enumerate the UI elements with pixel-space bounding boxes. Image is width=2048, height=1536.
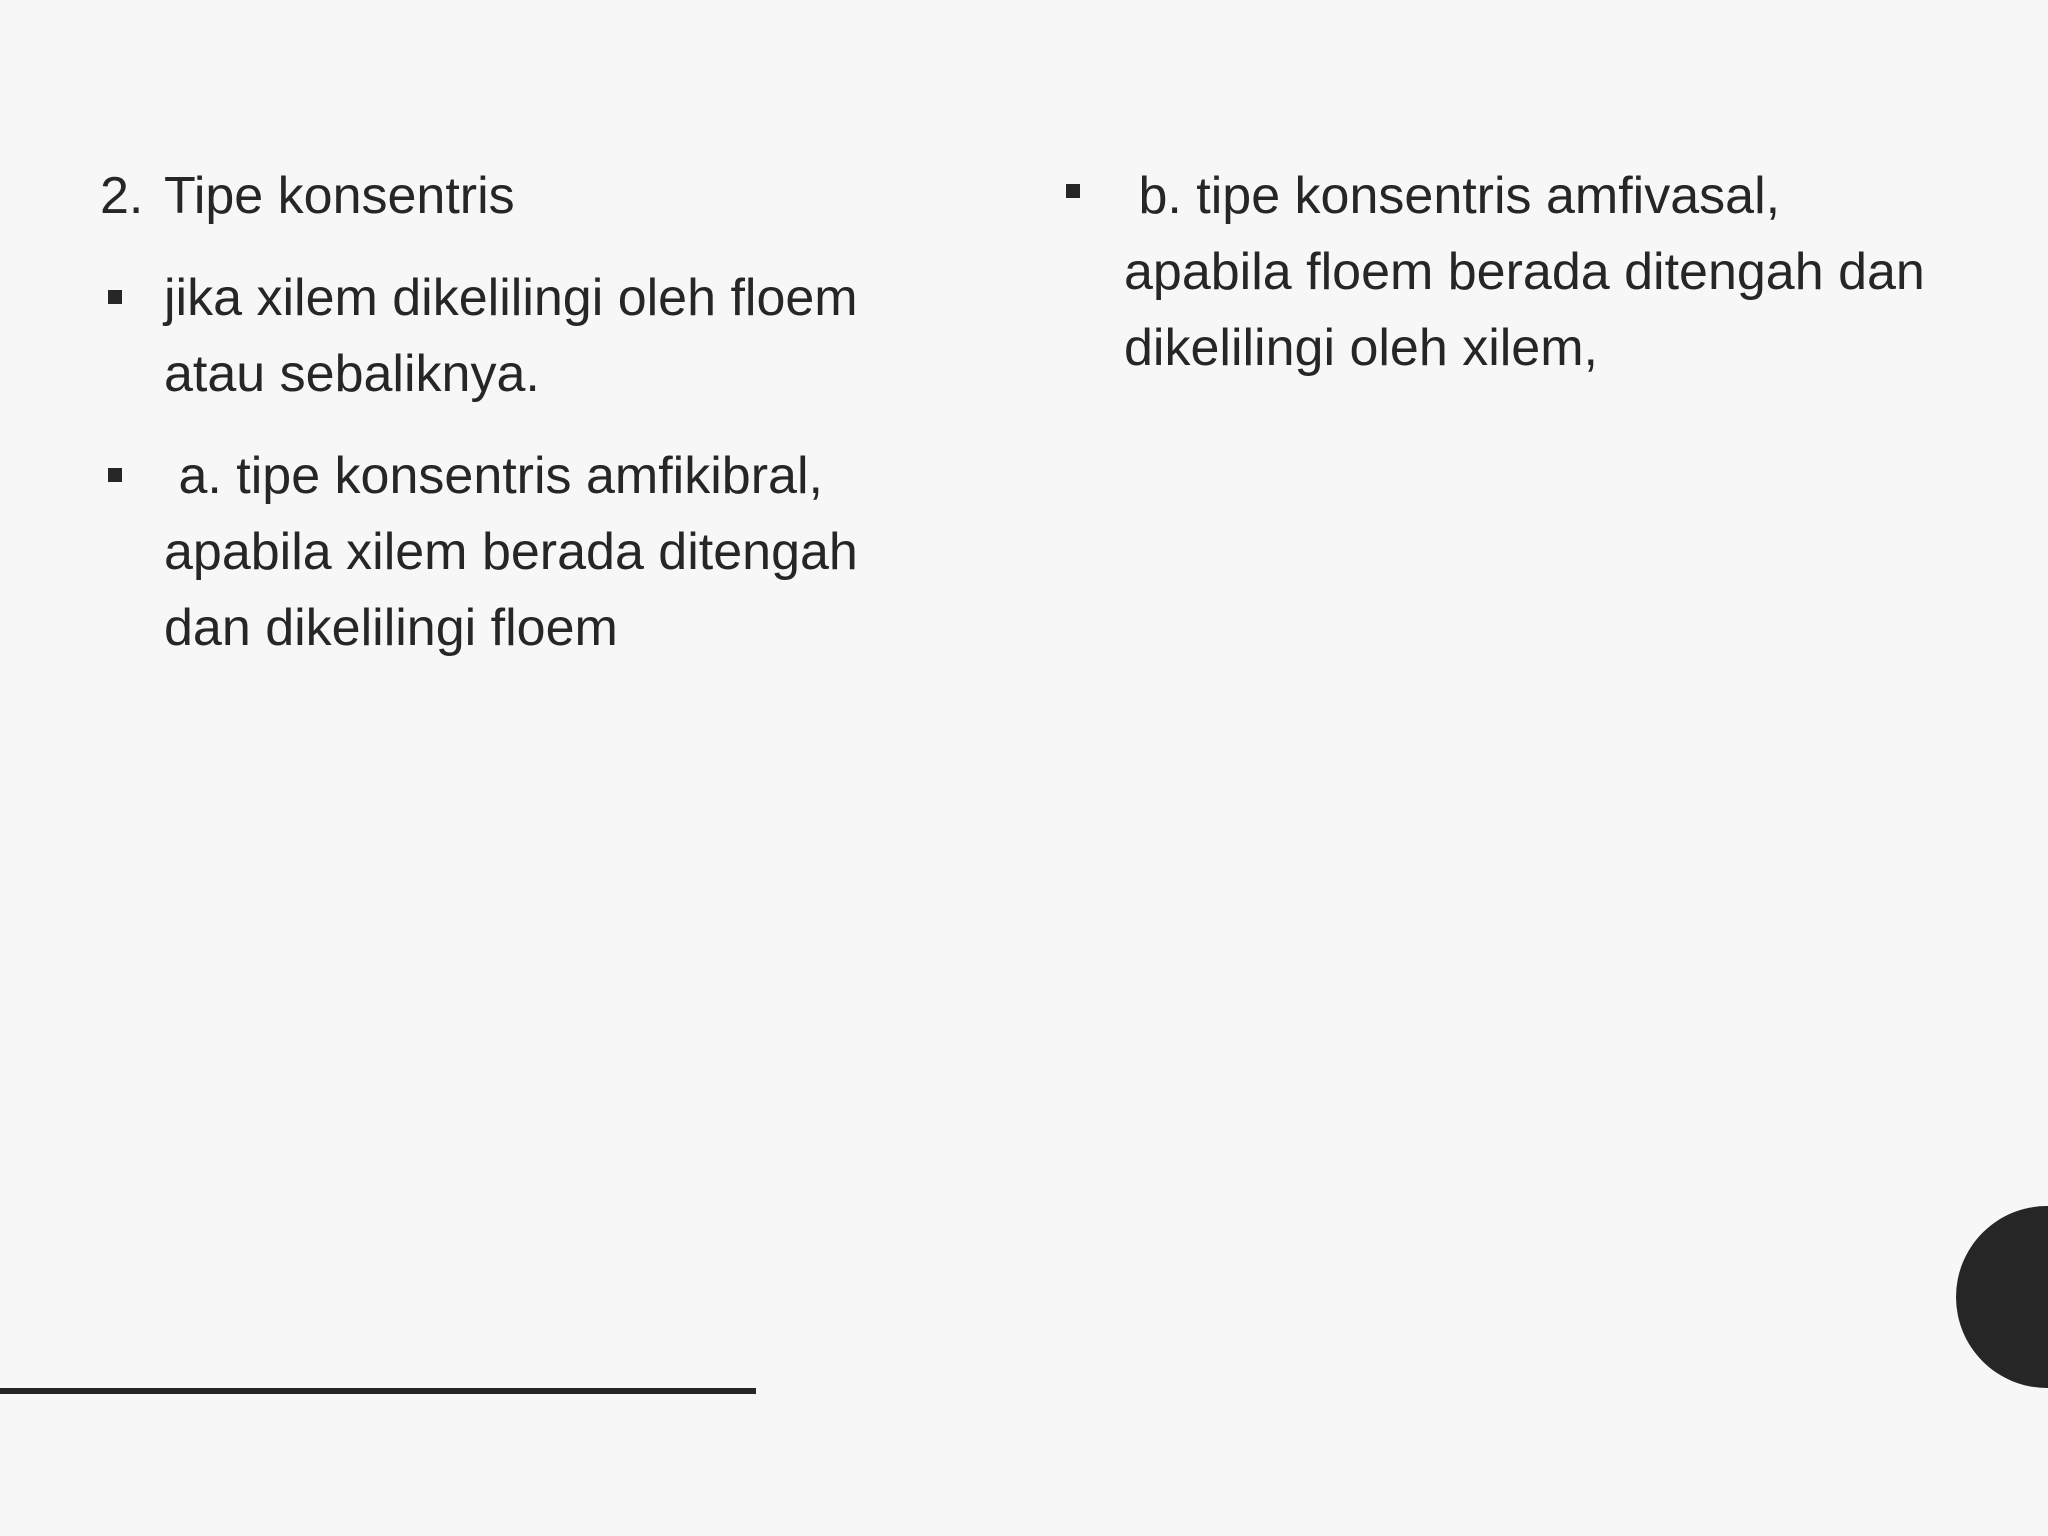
footer-divider-line: [0, 1388, 756, 1394]
square-bullet-icon: [108, 290, 122, 304]
list-item: [100, 438, 920, 666]
numbered-heading: [100, 158, 920, 234]
left-column: [100, 158, 920, 692]
list-item-text: b. tipe konsentris amfivasal, apabila floem berada ditengah dan dikelilingi oleh xilem,: [1124, 167, 1940, 377]
list-item-text: a. tipe konsentris amfikibral, apabila xilem berada ditengah dan dikelilingi floem: [164, 447, 873, 657]
right-column: [1060, 158, 1940, 412]
list-item: [100, 260, 920, 412]
list-item: [1060, 158, 1940, 386]
list-item-text: jika xilem dikelilingi oleh floem atau sebaliknya.: [164, 269, 858, 403]
decorative-circle: [1956, 1206, 2048, 1388]
list-number: 2.: [100, 167, 144, 225]
heading-text: Tipe konsentris: [164, 167, 515, 225]
square-bullet-icon: [1066, 184, 1080, 198]
square-bullet-icon: [108, 468, 122, 482]
